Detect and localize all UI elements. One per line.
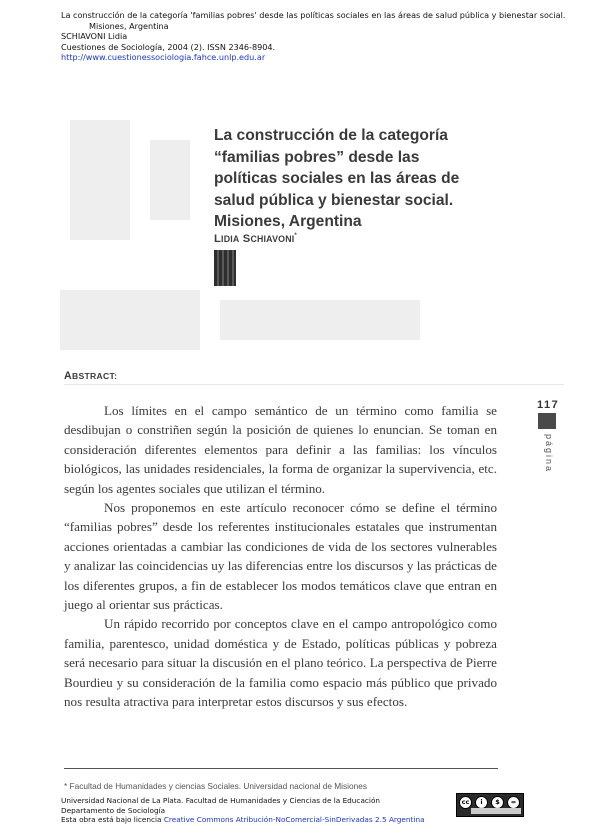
footer-department: Departamento de Sociología: [61, 805, 166, 815]
abstract-cap: A: [64, 370, 72, 382]
page-label: página: [544, 434, 554, 474]
article-author: [214, 233, 297, 245]
footer-university: Universidad Nacional de La Plata. Facultad de Humanidades y Ciencias de la Educación: [61, 796, 381, 805]
title-line: La construcción de la categoría: [214, 127, 448, 144]
abstract-paragraph: Un rápido recorrido por conceptos clave en el campo antropológico como familia, parentesco, unidad doméstica y de Estado, políticas públicas y pobreza será necesario para situar la discusión en el plano teórico. La perspectiva de Pierre Bourdieu y su consideración de la familia como espacio más público que privado nos resulta atractiva para interpretar estos discursos y sus efectos.: [64, 616, 497, 710]
title-line: “familias pobres” desde las: [214, 148, 420, 166]
cc-icon: cc: [459, 796, 472, 809]
abstract-heading: [64, 370, 117, 382]
document-header: [61, 10, 581, 63]
header-url-link[interactable]: http://www.cuestionessociologia.fahce.unlp.edu.ar: [61, 52, 266, 63]
license-band: [471, 808, 521, 814]
noncommercial-icon: $: [491, 796, 504, 809]
page-marker-box: [538, 413, 556, 429]
author-first-rest: IDIA: [221, 234, 240, 244]
author-footnote-mark: *: [294, 233, 297, 239]
title-line: políticas sociales en las áreas de: [214, 170, 460, 188]
author-last-rest: CHIAVONI: [250, 234, 295, 244]
decorative-block: [214, 250, 236, 286]
document-footer: [61, 796, 461, 825]
abstract-rest: BSTRACT:: [71, 371, 118, 381]
header-title-line-2: Misiones, Argentina: [89, 20, 169, 31]
header-journal: Cuestiones de Sociología, 2004 (2). ISSN 2346-8904.: [61, 41, 276, 52]
abstract-divider: [64, 384, 564, 385]
header-author: SCHIAVONI Lidia: [61, 31, 128, 42]
title-line: Misiones, Argentina: [214, 213, 362, 231]
author-affiliation-footnote: * Facultad de Humanidades y ciencias Sociales. Universidad nacional de Misiones: [64, 781, 367, 791]
title-line: salud pública y bienestar social.: [214, 191, 454, 209]
license-link[interactable]: Creative Commons Atribución-NoComercial-SinDerivadas 2.5 Argentina: [163, 815, 425, 825]
creative-commons-badge[interactable]: [456, 793, 524, 817]
footer-license: [61, 815, 461, 825]
page-number: 117: [537, 399, 560, 411]
footnote-divider: [64, 768, 498, 769]
article-title: [214, 125, 494, 233]
abstract-paragraph: Los límites en el campo semántico de un término como familia se desdibujan o constriñen según la posición de quienes lo enuncian. Se toman en consideración diferentes elementos para definir a las familias: los vínculos biológicos, las unidades residenciales, la forma de organizar la supervivencia, etc. según los agentes sociales que utilizan el término.: [64, 403, 497, 496]
abstract-paragraph: Nos proponemos en este artículo reconocer cómo se define el término “familias pobres” desde los referentes institucionales estatales que instrumentan acciones orientadas a cambiar las condiciones de vida de los sectores vulnerables y analizar las coincidencias uy las diferencias entre los discursos y las prácticas de los diferentes grupos, a fin de establecer los modos temáticos clave que entran en juego al orientar sus prácticas.: [64, 500, 497, 613]
abstract-body: [64, 401, 497, 712]
attribution-icon: i: [475, 796, 488, 809]
author-last-initial: S: [242, 233, 251, 245]
noderivatives-icon: =: [507, 796, 520, 809]
license-prefix: Esta obra está bajo licencia: [61, 815, 164, 825]
author-initial: L: [214, 233, 222, 245]
header-title-line: La construcción de la categoría 'familias pobres' desde las políticas sociales en las áreas de salud pública y bienestar social.: [61, 10, 566, 20]
